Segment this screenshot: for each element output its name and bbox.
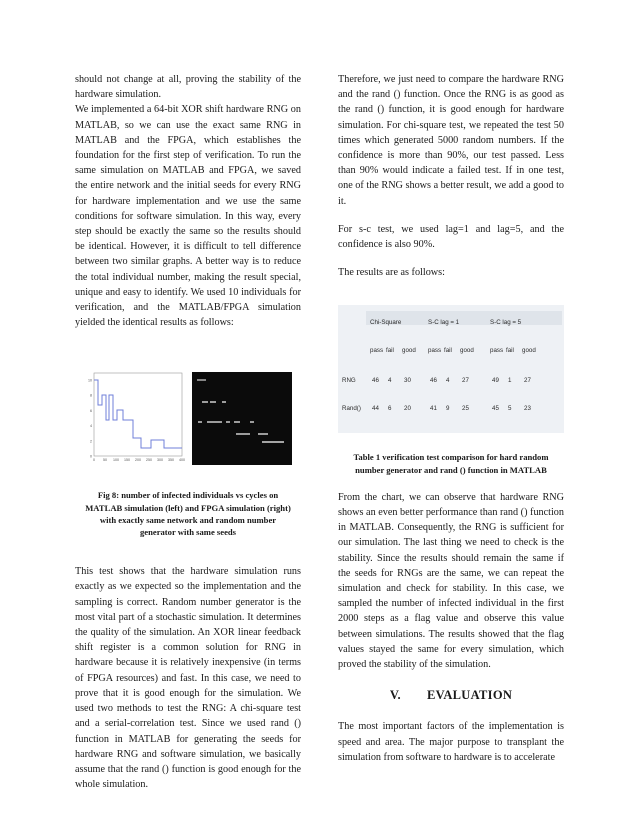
left-column: [75, 72, 301, 792]
section-title: EVALUATION: [426, 688, 513, 703]
table-subheader: good: [522, 347, 536, 355]
x-tick-label: 0: [93, 458, 95, 463]
table-cell: 27: [524, 377, 531, 385]
table-cell: 6: [388, 405, 392, 413]
right-column: [338, 72, 564, 765]
y-tick-label: 4: [90, 424, 92, 429]
y-tick-label: 10: [88, 378, 92, 383]
table-subheader: pass: [490, 347, 504, 355]
table-subheader: good: [460, 347, 474, 355]
left-paragraph-3: This test shows that the hardware simulation runs exactly as we expected so the implementation and the sampling is correct. Random number generator is the most vital part of a stochastic simulation. It determines the quality of the simulation. An XOR linear feedback shift register is a common solution for RNG in hardware because it is relatively inexpensive (in terms of FPGA resources) and fast. In this case, we need to prove that it is good enough for the simulation. We used two methods to test the RNG: A chi-square test and a serial-correlation test. Since we used rand () function in MATLAB for generating the seeds for hardware RNG and software simulation, we basically assume that the rand () function is good enough for the whole simulation.: [75, 566, 301, 791]
table-group-header: Chi-Square: [370, 319, 402, 327]
x-tick-label: 300: [157, 458, 163, 463]
figure-caption: Fig 8: number of infected individuals vs cycles on MATLAB simulation (left) and FPGA simulation (right) with exactly same network and random number generator with same seeds: [85, 490, 291, 538]
left-paragraph-1: should not change at all, proving the stability of the hardware simulation.: [75, 74, 301, 101]
table-cell: 45: [492, 405, 499, 413]
table-row-label: Rand(): [342, 405, 361, 413]
matlab-simulation-plot: [85, 370, 185, 465]
y-tick-label: 2: [90, 439, 92, 444]
table-cell: 46: [372, 377, 379, 385]
left-paragraph-2: We implemented a 64-bit XOR shift hardware RNG on MATLAB, so we can use the exact same RNG in MATLAB and the FPGA, which establishes the foundation for the first step of verification. To run the same simulation on MATLAB and FPGA, we saved the entire network and the initial seeds for every RNG for hardware implementation and we use the same conditions for software simulation. In this way, every step should be exactly the same so the results should be identical. However, it is difficult to tell difference between two similar graphs. A better way is to reduce the total individual number, making the result special, unique and easy to identify. We used 10 individuals for verification, and the MATLAB/FPGA simulation yielded the identical results as follows:: [75, 104, 301, 329]
fpga-simulation-capture: [192, 372, 292, 465]
x-tick-label: 100: [113, 458, 119, 463]
table-subheader: pass: [428, 347, 442, 355]
right-paragraph-4: From the chart, we can observe that hardware RNG shows an even better performance than rand () function in MATLAB. Consequently, the RNG is sufficient for our simulation. The last thing we need to check is the stability. Since the results should remain the same if the seeds for RNGs are the same, we can repeat the simulation and check for stability. In this case, we sampled the number of infected individual in the first 2000 steps as a flag value and observe this value between simulations. The results showed that the flag values stayed the same for every simulation, which proved the stability of the simulation.: [338, 491, 564, 671]
section-number: V.: [389, 688, 401, 703]
x-tick-label: 50: [103, 458, 107, 463]
table-cell: 20: [404, 405, 411, 413]
verification-table: [338, 305, 564, 433]
y-tick-label: 0: [90, 454, 92, 459]
table-cell: 46: [430, 377, 437, 385]
table-cell: 41: [430, 405, 437, 413]
table-cell: 4: [388, 377, 392, 385]
table-subheader: pass: [370, 347, 384, 355]
table-cell: 23: [524, 405, 531, 413]
table-caption: Table 1 verification test comparison for hard random number generator and rand () function in MATLAB: [353, 452, 549, 475]
table-cell: 1: [508, 377, 512, 385]
x-tick-label: 150: [124, 458, 130, 463]
right-paragraph-5: The most important factors of the implementation is speed and area. The major purpose to transplant the simulation from software to hardware is to accelerate: [338, 721, 564, 763]
right-paragraph-1: Therefore, we just need to compare the hardware RNG and the rand () function. Once the RNG is as good as the rand () function, it is good enough for hardware simulation. For chi-square test, we repeated the test 50 times which generated 5000 random numbers. If the confidence is more than 90%, our test passed. Less than 90% would indicate a failed test. If in one test, one of the RNG shows a better result, we add a good to it.: [338, 74, 564, 207]
table-cell: 44: [372, 405, 379, 413]
table-subheader: fail: [386, 347, 394, 355]
x-tick-label: 400: [179, 458, 185, 463]
table-group-header: S-C lag = 5: [490, 319, 522, 327]
right-paragraph-3: The results are as follows:: [338, 267, 445, 279]
table-cell: 4: [446, 377, 450, 385]
y-tick-label: 6: [90, 409, 92, 414]
table-row-label: RNG: [342, 377, 356, 385]
x-tick-label: 200: [135, 458, 141, 463]
table-cell: 9: [446, 405, 450, 413]
table-group-header: S-C lag = 1: [428, 319, 460, 327]
table-subheader: good: [402, 347, 416, 355]
y-tick-label: 8: [90, 394, 92, 399]
x-tick-label: 250: [146, 458, 152, 463]
table-cell: 49: [492, 377, 499, 385]
table-cell: 27: [462, 377, 469, 385]
table-subheader: fail: [506, 347, 514, 355]
figure-8: [75, 370, 301, 465]
table-cell: 30: [404, 377, 411, 385]
section-heading: [338, 688, 564, 703]
table-cell: 25: [462, 405, 469, 413]
right-paragraph-2: For s-c test, we used lag=1 and lag=5, and the confidence is also 90%.: [338, 223, 564, 251]
x-tick-label: 350: [168, 458, 174, 463]
table-subheader: fail: [444, 347, 452, 355]
table-cell: 5: [508, 405, 512, 413]
